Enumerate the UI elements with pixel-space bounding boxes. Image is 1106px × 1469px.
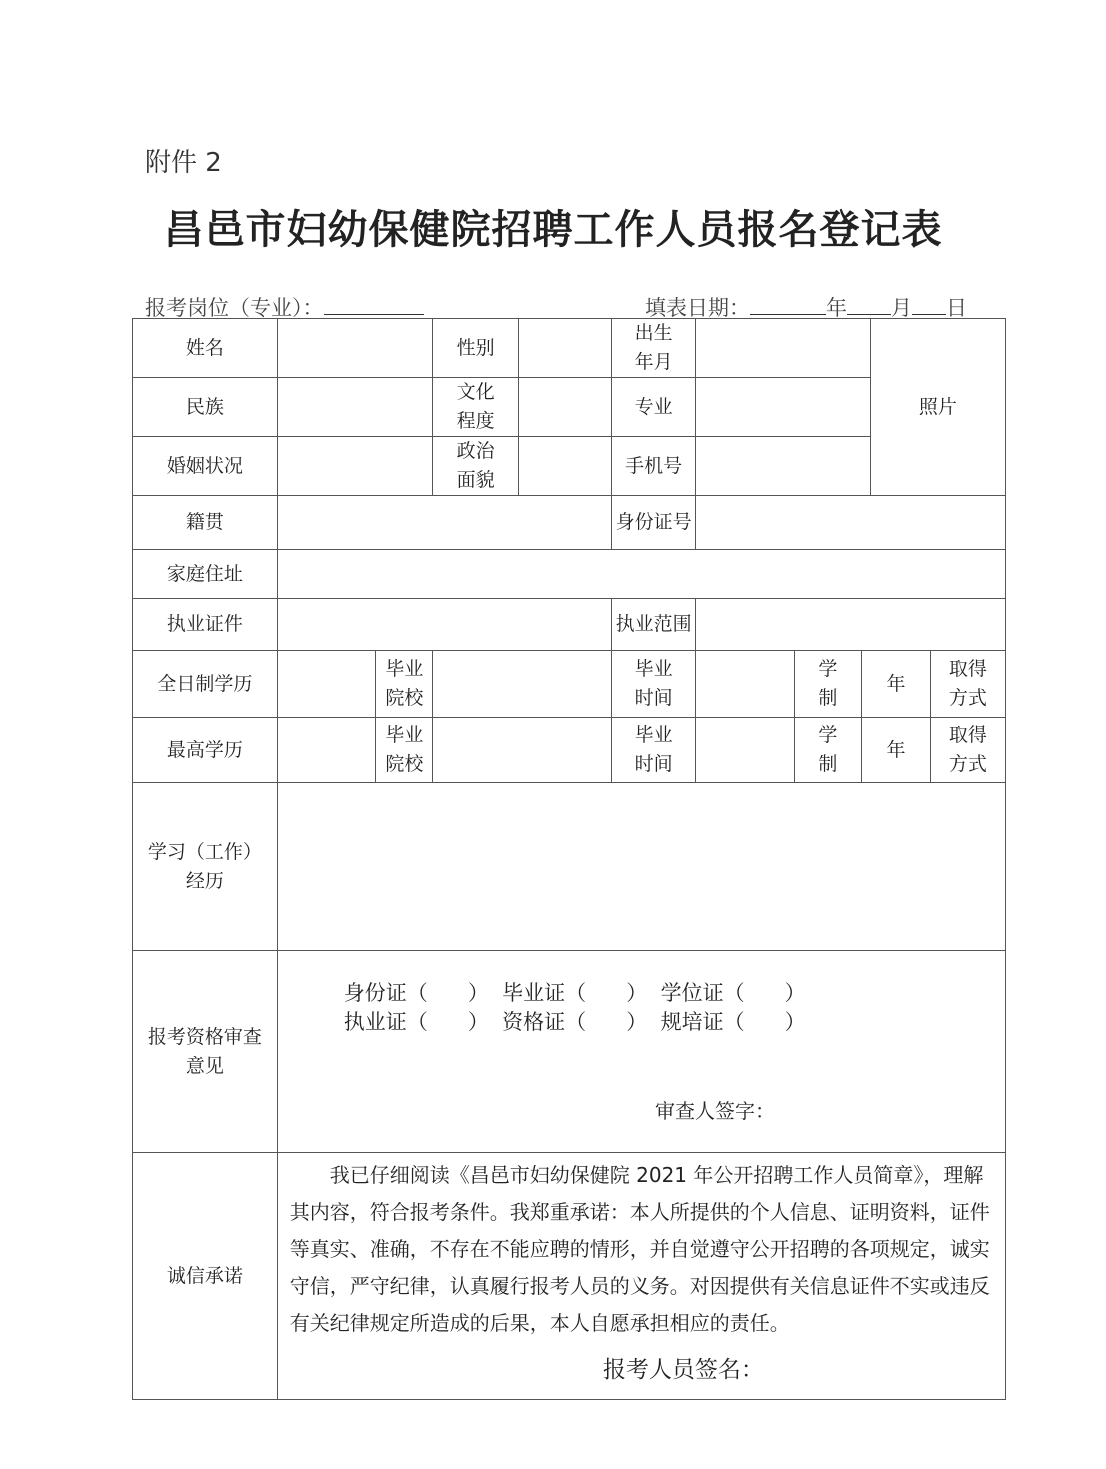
table-row [133, 599, 1006, 651]
scope-cell[interactable] [696, 599, 1006, 651]
fulltime-school-line1: 毕业 [385, 658, 424, 680]
address-label: 家庭住址 [133, 550, 278, 599]
major-label: 专业 [612, 378, 696, 437]
license-label: 执业证件 [133, 599, 278, 651]
education-label-line1: 文化 [456, 381, 495, 403]
table-row [133, 718, 1006, 783]
checklist-row-2: 执业证（ ） 资格证（ ） 规培证（ ） [343, 1010, 806, 1034]
education-label [433, 378, 519, 437]
phone-label: 手机号 [612, 437, 696, 496]
native-place-label: 籍贯 [133, 496, 278, 550]
fulltime-edu-cell[interactable] [277, 651, 376, 718]
political-label-line1: 政治 [456, 440, 495, 462]
gender-label: 性别 [433, 319, 519, 378]
fulltime-time-line1: 毕业 [634, 658, 673, 680]
political-label [433, 437, 519, 496]
political-cell[interactable] [519, 437, 612, 496]
highest-duration-line1: 学 [818, 724, 838, 746]
id-number-cell[interactable] [696, 496, 1006, 550]
registration-table [132, 318, 1006, 1400]
fulltime-duration-label [794, 651, 862, 718]
experience-cell[interactable] [277, 783, 1005, 951]
highest-time-line2: 时间 [634, 753, 673, 775]
birth-label-line2: 年月 [634, 351, 673, 373]
table-row [133, 951, 1006, 1153]
form-title: 昌邑市妇幼保健院招聘工作人员报名登记表 [163, 206, 943, 253]
table-row [133, 1153, 1006, 1400]
marital-label: 婚姻状况 [133, 437, 278, 496]
id-number-label: 身份证号 [612, 496, 696, 550]
marital-cell[interactable] [277, 437, 432, 496]
month-label: 月 [891, 296, 912, 320]
table-row [133, 319, 1006, 378]
fulltime-school-cell[interactable] [433, 651, 612, 718]
scope-label: 执业范围 [612, 599, 696, 651]
gender-cell[interactable] [519, 319, 612, 378]
table-row [133, 651, 1006, 718]
phone-cell[interactable] [696, 437, 871, 496]
year-blank[interactable] [750, 294, 826, 315]
fulltime-obtain-label [930, 651, 1005, 718]
major-cell[interactable] [696, 378, 871, 437]
fulltime-duration-line1: 学 [818, 658, 838, 680]
experience-label-line2: 经历 [185, 869, 224, 892]
applicant-signature-label: 报考人员签名： [602, 1357, 764, 1383]
address-cell[interactable] [277, 550, 1005, 599]
fulltime-school-label [376, 651, 433, 718]
photo-area[interactable]: 照片 [870, 319, 1005, 496]
table-row [133, 783, 1006, 951]
birth-label [612, 319, 696, 378]
fulltime-years-cell[interactable]: 年 [862, 651, 931, 718]
highest-obtain-label [930, 718, 1005, 783]
review-cell[interactable] [277, 951, 1005, 1153]
highest-time-label [612, 718, 696, 783]
name-cell[interactable] [277, 319, 432, 378]
highest-obtain-line1: 取得 [948, 724, 987, 746]
ethnicity-label: 民族 [133, 378, 278, 437]
highest-edu-cell[interactable] [277, 718, 376, 783]
promise-text: 我已仔细阅读《昌邑市妇幼保健院 2021 年公开招聘工作人员简章》，理解其内容，符合报考条件。我郑重承诺：本人所提供的个人信息、证明资料，证件等真实、准确，不存在不能应聘的情形，并自觉遵守公开招聘的各项规定，诚实守信，严守纪律，认真履行报考人员的义务。对因提供有关信息证件不实或违反有关纪律规定所造成的后果，本人自愿承担相应的责任。 [289, 1163, 990, 1335]
day-blank[interactable] [912, 294, 946, 315]
year-label: 年 [826, 296, 847, 320]
position-label: 报考岗位（专业）： [145, 296, 324, 320]
fulltime-obtain-line1: 取得 [948, 658, 987, 680]
experience-label-line1: 学习（工作） [147, 840, 262, 863]
highest-duration-line2: 制 [818, 753, 838, 775]
highest-time-cell[interactable] [696, 718, 795, 783]
checklist-row-1: 身份证（ ） 毕业证（ ） 学位证（ ） [343, 981, 806, 1005]
experience-label [133, 783, 278, 951]
review-label-line1: 报考资格审查 [147, 1025, 262, 1048]
fulltime-time-label [612, 651, 696, 718]
document-checklist [278, 979, 1005, 1037]
highest-obtain-line2: 方式 [948, 753, 987, 775]
position-blank[interactable] [324, 294, 424, 315]
highest-edu-label: 最高学历 [133, 718, 278, 783]
fulltime-duration-line2: 制 [818, 687, 838, 709]
integrity-label: 诚信承诺 [133, 1153, 278, 1400]
fulltime-time-line2: 时间 [634, 687, 673, 709]
political-label-line2: 面貌 [456, 469, 495, 491]
fulltime-time-cell[interactable] [696, 651, 795, 718]
review-label-line2: 意见 [185, 1054, 224, 1077]
day-label: 日 [946, 296, 967, 320]
table-row [133, 496, 1006, 550]
table-row [133, 550, 1006, 599]
name-label: 姓名 [133, 319, 278, 378]
date-label: 填表日期： [645, 296, 750, 320]
fulltime-edu-label: 全日制学历 [133, 651, 278, 718]
birth-cell[interactable] [696, 319, 871, 378]
education-label-line2: 程度 [456, 410, 495, 432]
integrity-cell [277, 1153, 1005, 1400]
ethnicity-cell[interactable] [277, 378, 432, 437]
highest-school-line1: 毕业 [385, 724, 424, 746]
highest-duration-label [794, 718, 862, 783]
highest-school-cell[interactable] [433, 718, 612, 783]
highest-years-cell[interactable]: 年 [862, 718, 931, 783]
birth-label-line1: 出生 [634, 322, 673, 344]
month-blank[interactable] [847, 294, 891, 315]
attachment-label: 附件 2 [145, 148, 222, 178]
native-place-cell[interactable] [277, 496, 612, 550]
fulltime-obtain-line2: 方式 [948, 687, 987, 709]
highest-school-line2: 院校 [385, 753, 424, 775]
education-cell[interactable] [519, 378, 612, 437]
license-cell[interactable] [277, 599, 612, 651]
fulltime-school-line2: 院校 [385, 687, 424, 709]
highest-school-label [376, 718, 433, 783]
review-label [133, 951, 278, 1153]
reviewer-signature-label: 审查人签字： [655, 1099, 775, 1123]
highest-time-line1: 毕业 [634, 724, 673, 746]
